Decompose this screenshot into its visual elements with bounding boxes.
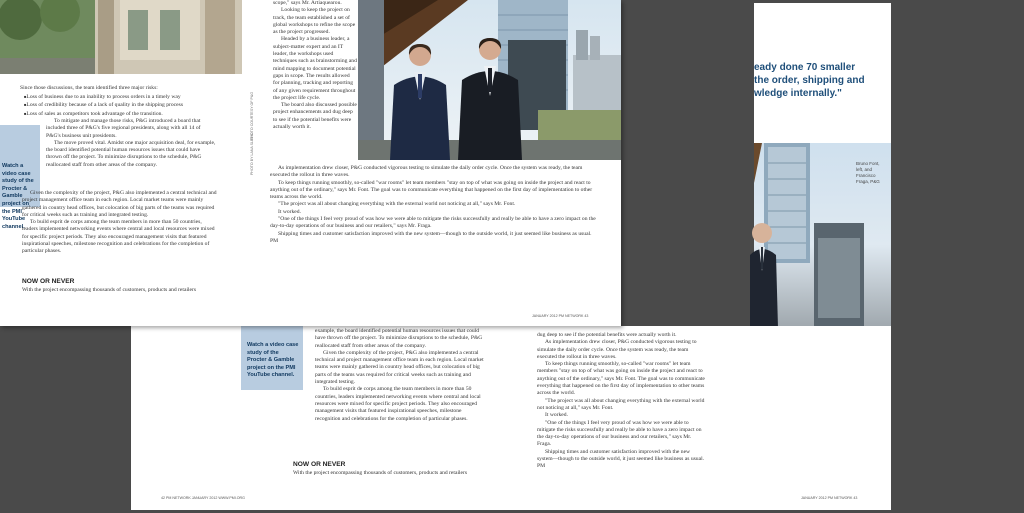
paragraph: "One of the things I feel very proud of was how we were able to mitigate the risks successfully and really be able to have a zero impact on the day-to-day operations of our business and our retailers," says Mr. Fraga.	[270, 216, 596, 230]
paragraph: Since those discussions, the team identified three major risks:	[20, 85, 158, 91]
risk-list	[24, 93, 242, 118]
pull-quote-line: the order, shipping and	[754, 75, 865, 86]
section-heading: NOW OR NEVER	[22, 278, 75, 285]
front-page	[0, 0, 621, 326]
paragraph: It worked.	[278, 208, 301, 215]
front-right-column	[270, 165, 600, 245]
paragraph: dug deep to see if the potential benefits were actually worth it.	[537, 332, 677, 338]
paragraph: Given the complexity of the project, P&G also implemented a central technical and project management office team in each region. Local market teams were mainly gathered in country head offices, but colocation of big parts of the teams was required for critical weeks such as training and integrated testing.	[22, 190, 217, 218]
back-page	[754, 3, 891, 328]
paragraph: Shipping times and customer satisfaction improved with the new system—though to the outside world, it just seemed like business as usual. PM	[270, 230, 592, 244]
paragraph: It worked.	[545, 412, 568, 419]
photo-caption: Bruno Font, left, and Francisco Fraga, P&G	[856, 160, 880, 184]
video-sidebar[interactable]	[241, 326, 303, 390]
paragraph: "One of the things I feel very proud of was how we were able to mitigate the risks successfully and really be able to have a zero impact on the day-to-day operations of our business and our retailers," says Mr. Fraga.	[537, 419, 702, 448]
paragraph: scope," says Mr. Artiaquearou.	[273, 0, 342, 6]
paragraph: "The project was all about changing everything with the external world not noticing at all," says Mr. Font.	[278, 201, 516, 208]
risk-item: ■ Loss of sales as competitors took advantage of the transition.	[24, 110, 242, 118]
middle-page	[131, 326, 891, 510]
paragraph: With the project encompassing thousands of customers, products and retailers	[22, 287, 197, 293]
risk-item: ■ Loss of business due to an inability to process orders in a timely way	[24, 93, 242, 101]
paragraph: To mitigate and manage those risks, P&G introduced a board that included three of P&G's five regional presidents, along with all 14 of P&G's business unit presidents.	[46, 118, 201, 139]
paragraph: Given the complexity of the project, P&G also implemented a central technical and project management office team in each region. Local market teams were mainly gathered in country head offices, but colocation of big parts of the teams was required for critical weeks such as training and integrated testing.	[315, 349, 484, 386]
page-footer-left: 42 PM NETWORK JANUARY 2012 WWW.PMI.ORG	[161, 496, 245, 500]
section-heading: NOW OR NEVER	[293, 461, 346, 468]
video-sidebar-text: Watch a video case study of the Procter & Gamble project on the PMI YouTube channel.	[247, 342, 299, 379]
mid-right-column	[537, 332, 705, 471]
video-sidebar-text: Watch a video case study of the Procter & Gamble project on the PMI YouTube channel.	[2, 163, 34, 230]
paragraph: To build esprit de corps among the team members in more than 50 countries, leaders implemented networking events where central and local resources were mixed for specific project periods. They also encouraged management visits that featured inspirational speeches, milestone recognition and celebrations for the completion of particular phases.	[22, 219, 215, 255]
paragraph: As implementation drew closer, P&G conducted vigorous testing to simulate the daily order cycle. Once the system was ready, the team executed the rollout in three waves.	[537, 339, 697, 360]
paragraph: Looking to keep the project on track, the team established a set of global workshops to refine the scope as the project progressed.	[273, 7, 356, 36]
paragraph: The board also discussed possible project enhancements and dug deep to see if the potential benefits were actually worth it.	[273, 102, 357, 131]
pull-quote-line: eady done 70 smaller	[754, 62, 856, 73]
mid-left-column	[315, 328, 487, 423]
paragraph: "The project was all about changing everything with the external world not noticing at all," says Mr. Font.	[537, 397, 705, 411]
front-left-column	[46, 118, 216, 169]
building-photo	[0, 0, 242, 74]
photo-credit: PHOTO BY LANA SLEZIC	[250, 132, 254, 175]
risk-item: ■ Loss of credibility because of a lack of quality in the shipping process	[24, 101, 242, 109]
photo-credit: PHOTO COURTESY OF P&G	[250, 91, 254, 140]
front-left-column-lower	[22, 190, 218, 256]
paragraph: To keep things running smoothly, so-called "war rooms" let team members "stay on top of what was going on inside the project and react to anything out of the ordinary," says Mr. Font. The goal was to communicate everything that happened on the first day of implementation to other teams across the world.	[270, 179, 593, 201]
paragraph: The move proved vital. Amidst one major acquisition deal, for example, the board identified potential human resources issues that could have thrown off the project. To minimize disruptions to the schedule, P&G reallocated staff from other areas of the company.	[46, 139, 216, 168]
pull-quote-line: wledge internally."	[754, 88, 842, 99]
page-footer: JANUARY 2012 PM NETWORK 43	[532, 314, 589, 318]
paragraph: Headed by a business leader, a subject-matter expert and an IT leader, the workshops used techniques such as brainstorming and mind mapping to document potential gaps in scope. The results allowed for planning, tracking and reporting of any given requirement throughout the project life cycle.	[273, 36, 357, 101]
paragraph: To keep things running smoothly, so-called "war rooms" let team members "stay on top of what was going on inside the project and react to anything out of the ordinary," says Mr. Font. The goal was to communicate everything that happened on the first day of implementation to other teams across the world.	[537, 361, 705, 397]
executives-photo	[358, 0, 621, 160]
paragraph: To build esprit de corps among the team members in more than 50 countries, leaders implemented networking events where central and local resources were mixed for specific project periods. They also encouraged management visits that featured inspirational speeches, milestone recognition and celebrations for the completion of particular phases.	[315, 386, 481, 422]
paragraph: With the project encompassing thousands of customers, products and retailers	[293, 470, 468, 476]
front-middle-column	[273, 0, 357, 131]
paragraph: example, the board identified potential human resources issues that could have thrown off the project. To minimize disruptions to the schedule, P&G reallocated staff from other areas of the company.	[315, 328, 483, 349]
paragraph: As implementation drew closer, P&G conducted vigorous testing to simulate the daily order cycle. Once the system was ready, the team executed the rollout in three waves.	[270, 165, 583, 179]
paragraph: Shipping times and customer satisfaction improved with the new system—though to the outside world, it just seemed like business as usual. PM	[537, 448, 705, 470]
page-footer-right: JANUARY 2012 PM NETWORK 43	[801, 496, 858, 500]
